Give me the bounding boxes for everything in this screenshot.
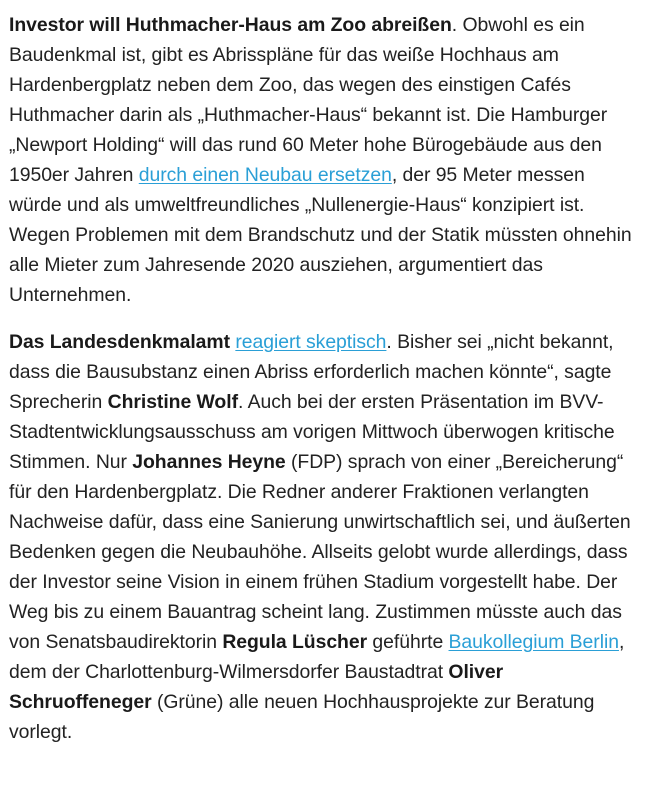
paragraph-text: , dem der Charlottenburg-Wilmersdorfer Baustadtrat bbox=[9, 631, 625, 683]
person-name-regula-luescher: Regula Lüscher bbox=[222, 631, 368, 653]
paragraph-text: . Auch bei der ersten Präsentation im BVV-Stadtentwicklungsausschuss am vorigen Mittwoch überwogen kritische Stimmen. Nur bbox=[9, 391, 615, 473]
paragraph-text: (FDP) sprach von einer „Bereicherung“ für den Hardenbergplatz. Die Redner anderer Fraktionen verlangten Nachweise dafür, dass eine Sanierung unwirtschaftlich sei, und äußerten Bedenken gegen die Neubauhöhe. Allseits gelobt wurde allerdings, dass der Investor seine Vision in einem frühen Stadium vorgestellt habe. Der Weg bis zu einem Bauantrag scheint lang. Zustimmen müsste auch das von Senatsbaudirektorin bbox=[9, 451, 631, 653]
paragraph-huthmacher-haus bbox=[9, 10, 641, 310]
paragraph-text: . Obwohl es ein Baudenkmal ist, gibt es Abrisspläne für das weiße Hochhaus am Hardenbergplatz neben dem Zoo, das wegen des einstigen Cafés Huthmacher darin als „Huthmacher-Haus“ bekannt ist. Die Hamburger „Newport Holding“ will das rund 60 Meter hohe Bürogebäude aus den 1950er Jahren bbox=[9, 14, 608, 186]
paragraph-text: (Grüne) alle neuen Hochhausprojekte zur Beratung vorlegt. bbox=[9, 691, 595, 743]
paragraph-landesdenkmalamt bbox=[9, 327, 641, 747]
person-name-johannes-heyne: Johannes Heyne bbox=[132, 451, 286, 473]
person-name-christine-wolf: Christine Wolf bbox=[107, 391, 238, 413]
lead-headline: Das Landesdenkmalamt bbox=[9, 331, 230, 353]
paragraph-text: geführte bbox=[367, 631, 449, 653]
link-baukollegium-berlin[interactable]: Baukollegium Berlin bbox=[448, 631, 619, 653]
lead-headline: Investor will Huthmacher-Haus am Zoo abreißen bbox=[9, 14, 452, 36]
person-name-oliver-schruoffeneger: Oliver Schruoffeneger bbox=[9, 661, 504, 713]
link-reagiert-skeptisch[interactable]: reagiert skeptisch bbox=[235, 331, 387, 353]
paragraph-text: , der 95 Meter messen würde und als umweltfreundliches „Nullenergie-Haus“ konzipiert ist. Wegen Problemen mit dem Brandschutz und der Statik müssten ohnehin alle Mieter zum Jahresende 2020 ausziehen, argumentiert das Unternehmen. bbox=[9, 164, 632, 306]
paragraph-text: . Bisher sei „nicht bekannt, dass die Bausubstanz einen Abriss erforderlich machen könnte“, sagte Sprecherin bbox=[9, 331, 614, 413]
link-neubau-ersetzen[interactable]: durch einen Neubau ersetzen bbox=[138, 164, 392, 186]
